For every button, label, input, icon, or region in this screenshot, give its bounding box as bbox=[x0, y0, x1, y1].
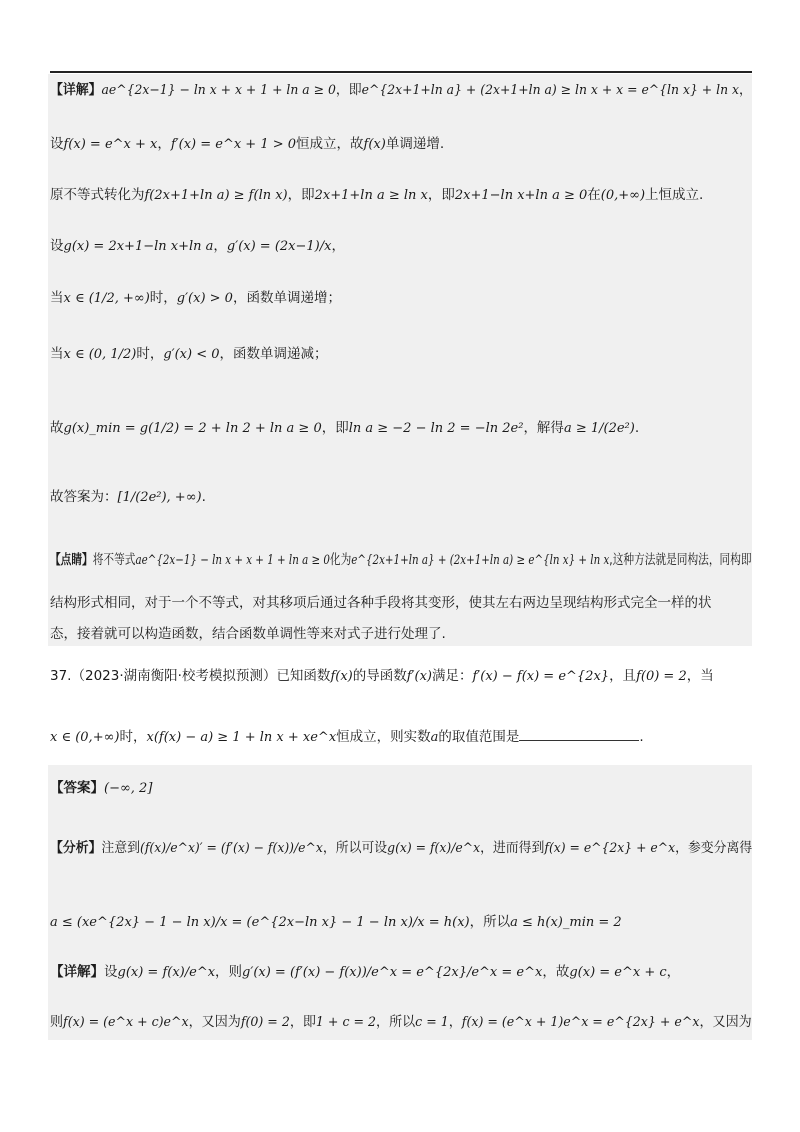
math: a bbox=[430, 730, 439, 745]
text: ， bbox=[448, 1014, 462, 1030]
math: g′(x) > 0 bbox=[176, 291, 233, 306]
text: 的取值范围是 bbox=[438, 729, 520, 745]
math: (f(x)/e^x)′ = (f′(x) − f(x))/e^x bbox=[140, 841, 323, 856]
analysis-tag: 【分析】 bbox=[50, 840, 102, 856]
math: g′(x) = (2x−1)/x bbox=[226, 239, 332, 254]
text: 单调递增. bbox=[385, 136, 445, 152]
text: ，又因为 bbox=[188, 1014, 241, 1030]
text: 当 bbox=[50, 290, 64, 306]
text: ，函数单调递减； bbox=[219, 346, 328, 362]
text: 注意到 bbox=[101, 840, 141, 856]
analysis-line-2 bbox=[50, 912, 622, 933]
problem-line-1 bbox=[50, 666, 714, 687]
text: ，即 bbox=[287, 187, 315, 203]
math: g(x) = 2x+1−ln x+ln a bbox=[63, 239, 214, 254]
text: 设 bbox=[50, 136, 64, 152]
math: g(x) = f(x)/e^x bbox=[387, 841, 481, 856]
math: f(x) = (e^x + 1)e^x = e^{2x} + e^x bbox=[461, 1015, 700, 1030]
answer-background bbox=[48, 765, 752, 1040]
text: ，故 bbox=[542, 964, 570, 980]
text: ，即 bbox=[289, 1014, 316, 1030]
math: f(2x+1+ln a) ≥ f(ln x) bbox=[144, 188, 288, 203]
math: f(x) = (e^x + c)e^x bbox=[63, 1015, 189, 1030]
text: ,这种方法就是同构法，同构即 bbox=[609, 552, 752, 568]
text: ，且 bbox=[609, 668, 637, 684]
text: 时， bbox=[136, 346, 164, 362]
math: ae^{2x−1} − ln x + x + 1 + ln a ≥ 0 bbox=[101, 83, 336, 98]
math: a ≥ 1/(2e²) bbox=[563, 421, 635, 436]
text: 时， bbox=[149, 290, 177, 306]
text: ，所以 bbox=[376, 1014, 416, 1030]
solution-line-3 bbox=[50, 185, 703, 206]
solution-line-11: 态，接着就可以构造函数，结合函数单调性等来对式子进行处理了. bbox=[50, 626, 446, 642]
text: 时， bbox=[119, 729, 147, 745]
text: ， bbox=[157, 136, 171, 152]
text: ， bbox=[213, 238, 227, 254]
question-source: （2023·湖南衡阳·校考模拟预测） bbox=[71, 668, 277, 684]
text: 满足： bbox=[431, 668, 473, 684]
math: 2x+1−ln x+ln a ≥ 0 bbox=[454, 188, 588, 203]
math: g(x) = f(x)/e^x bbox=[117, 965, 216, 980]
text: ，即 bbox=[335, 82, 362, 98]
math: f(x) bbox=[363, 137, 386, 152]
math: e^{2x+1+ln a} + (2x+1+ln a) ≥ ln x + x = e^{ln x} + ln x bbox=[361, 83, 740, 98]
solution-line-7 bbox=[50, 418, 639, 439]
text: 故 bbox=[50, 420, 64, 436]
question-number: 37. bbox=[50, 668, 72, 684]
math: f′(x) = e^x + 1 > 0 bbox=[170, 137, 297, 152]
detail-line-2 bbox=[50, 1012, 752, 1033]
math: g′(x) < 0 bbox=[163, 347, 220, 362]
math: 2x+1+ln a ≥ ln x bbox=[314, 188, 428, 203]
solution-line-2 bbox=[50, 134, 444, 155]
solution-line-8 bbox=[50, 487, 206, 508]
text: . bbox=[201, 489, 206, 505]
math: a ≤ h(x)_min = 2 bbox=[510, 915, 622, 930]
math: f(x) = e^x + x bbox=[63, 137, 158, 152]
math: f(x) bbox=[330, 669, 353, 684]
solution-line-4 bbox=[50, 236, 345, 257]
text: . bbox=[639, 729, 644, 745]
problem-line-2 bbox=[50, 726, 644, 748]
analysis-line-1 bbox=[50, 838, 752, 859]
math: f(x) = e^{2x} + e^x bbox=[544, 841, 676, 856]
top-rule bbox=[50, 71, 752, 73]
text: . bbox=[634, 420, 640, 436]
math: x ∈ (1/2, +∞) bbox=[63, 291, 150, 306]
math: (−∞, 2] bbox=[104, 781, 153, 796]
math: x(f(x) − a) ≥ 1 + ln x + xe^x bbox=[146, 730, 337, 745]
text: 当 bbox=[50, 346, 64, 362]
math: ln a ≥ −2 − ln 2 = −ln 2e² bbox=[348, 421, 524, 436]
text: ，进而得到 bbox=[480, 840, 545, 856]
text: 将不等式 bbox=[92, 552, 136, 568]
math: g(x) = e^x + c bbox=[569, 965, 667, 980]
text: 恒成立，则实数 bbox=[336, 729, 431, 745]
math: e^{2x+1+ln a} + (2x+1+ln a) ≥ e^{ln x} + ln x bbox=[351, 553, 610, 568]
text: 故答案为： bbox=[50, 489, 118, 505]
math: a ≤ (xe^{2x} − 1 − ln x)/x = (e^{2x−ln x} − 1 − ln x)/x = h(x) bbox=[50, 915, 470, 930]
solution-line-6 bbox=[50, 344, 328, 365]
math: (0,+∞) bbox=[600, 188, 646, 203]
text: ，函数单调递增； bbox=[232, 290, 341, 306]
text: ，解得 bbox=[523, 420, 564, 436]
answer-tag: 【答案】 bbox=[50, 780, 104, 796]
text: ，当 bbox=[686, 668, 714, 684]
text: 已知函数 bbox=[276, 668, 331, 684]
solution-line-10: 结构形式相同，对于一个不等式，对其移项后通过各种手段将其变形，使其左右两边呈现结构形式完全一样的状 bbox=[50, 595, 712, 611]
text: ，即 bbox=[321, 420, 349, 436]
text: 原不等式转化为 bbox=[50, 187, 145, 203]
text: ，所以 bbox=[469, 914, 511, 930]
detail-line-1 bbox=[50, 962, 680, 983]
text: ，所以可设 bbox=[322, 840, 388, 856]
text: 则 bbox=[50, 1014, 64, 1030]
detail-tag: 【详解】 bbox=[50, 82, 102, 98]
math: c = 1 bbox=[415, 1015, 449, 1030]
math: f(0) = 2 bbox=[636, 669, 687, 684]
detail-tag: 【详解】 bbox=[50, 964, 104, 980]
text: 设 bbox=[104, 964, 118, 980]
math: [1/(2e²), +∞) bbox=[117, 490, 202, 505]
answer-blank[interactable] bbox=[519, 726, 639, 741]
comment-tag: 【点睛】 bbox=[50, 552, 93, 568]
answer-line bbox=[50, 778, 152, 799]
math: x ∈ (0,+∞) bbox=[50, 730, 120, 745]
text: ， bbox=[331, 238, 345, 254]
solution-line-9 bbox=[50, 550, 752, 571]
text: 化为 bbox=[329, 552, 352, 568]
text: ， bbox=[739, 82, 752, 98]
text: ，参变分离得 bbox=[675, 840, 753, 856]
math: g′(x) = (f′(x) − f(x))/e^x = e^{2x}/e^x = e^x bbox=[242, 965, 543, 980]
math: g(x)_min = g(1/2) = 2 + ln 2 + ln a ≥ 0 bbox=[63, 421, 322, 436]
math: x ∈ (0, 1/2) bbox=[63, 347, 137, 362]
solution-line-1 bbox=[50, 80, 752, 101]
text: 设 bbox=[50, 238, 64, 254]
math: f′(x) bbox=[406, 669, 432, 684]
text: ，又因为 bbox=[699, 1014, 752, 1030]
math: ae^{2x−1} − ln x + x + 1 + ln a ≥ 0 bbox=[135, 553, 330, 568]
math: f(0) = 2 bbox=[240, 1015, 290, 1030]
text: 在 bbox=[587, 187, 601, 203]
math: 1 + c = 2 bbox=[315, 1015, 377, 1030]
math: f′(x) − f(x) = e^{2x} bbox=[472, 669, 610, 684]
text: 恒成立，故 bbox=[296, 136, 364, 152]
text: ，则 bbox=[215, 964, 243, 980]
text: ， bbox=[666, 964, 681, 980]
text: 上恒成立. bbox=[645, 187, 704, 203]
text: ，即 bbox=[427, 187, 455, 203]
solution-line-5 bbox=[50, 288, 341, 309]
text: 的导函数 bbox=[352, 668, 407, 684]
